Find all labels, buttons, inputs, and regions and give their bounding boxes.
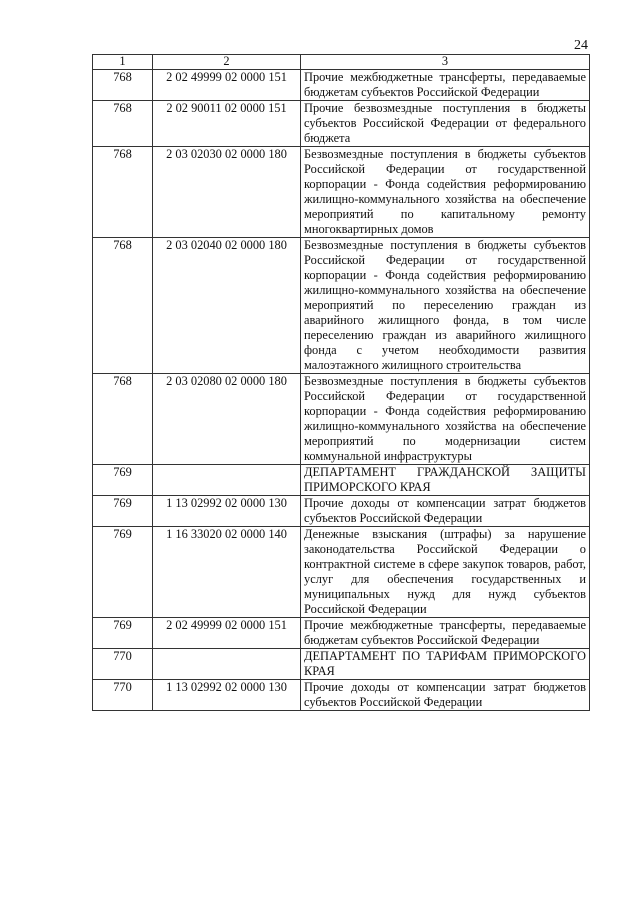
admin-code-cell: 769: [93, 618, 153, 649]
admin-code-cell: 768: [93, 101, 153, 147]
admin-code-cell: 768: [93, 374, 153, 465]
revenue-code-cell: 2 02 49999 02 0000 151: [153, 70, 301, 101]
table-row: [93, 618, 590, 649]
table-row: [93, 147, 590, 238]
description-cell: ДЕПАРТАМЕНТ ПО ТАРИФАМ ПРИМОРСКОГО КРАЯ: [301, 649, 590, 680]
admin-code-cell: 769: [93, 527, 153, 618]
revenue-code-cell: 2 02 90011 02 0000 151: [153, 101, 301, 147]
table-row: [93, 496, 590, 527]
description-cell: Денежные взыскания (штрафы) за нарушение законодательства Российской Федерации о контрактной системе в сфере закупок товаров, работ, услуг для обеспечения государственных и муниципальных нужд для нужд субъектов Российской Федерации: [301, 527, 590, 618]
admin-code-cell: 768: [93, 147, 153, 238]
table-row: [93, 680, 590, 711]
admin-code-cell: 768: [93, 238, 153, 374]
admin-code-cell: 770: [93, 649, 153, 680]
table-header-row: [93, 55, 590, 70]
revenue-code-cell: [153, 649, 301, 680]
admin-code-cell: 769: [93, 465, 153, 496]
table-row: [93, 649, 590, 680]
column-header-3: 3: [301, 55, 590, 70]
revenue-code-cell: 1 13 02992 02 0000 130: [153, 680, 301, 711]
revenue-code-cell: 2 03 02080 02 0000 180: [153, 374, 301, 465]
description-cell: ДЕПАРТАМЕНТ ГРАЖДАНСКОЙ ЗАЩИТЫ ПРИМОРСКОГО КРАЯ: [301, 465, 590, 496]
table-row: [93, 374, 590, 465]
revenue-code-cell: 2 03 02030 02 0000 180: [153, 147, 301, 238]
description-cell: Прочие безвозмездные поступления в бюджеты субъектов Российской Федерации от федерального бюджета: [301, 101, 590, 147]
revenue-code-cell: [153, 465, 301, 496]
page-number: 24: [574, 38, 588, 53]
table-row: [93, 238, 590, 374]
revenue-code-cell: 2 02 49999 02 0000 151: [153, 618, 301, 649]
description-cell: Прочие межбюджетные трансферты, передаваемые бюджетам субъектов Российской Федерации: [301, 618, 590, 649]
revenue-code-cell: 1 13 02992 02 0000 130: [153, 496, 301, 527]
admin-code-cell: 770: [93, 680, 153, 711]
description-cell: Безвозмездные поступления в бюджеты субъектов Российской Федерации от государственной корпорации - Фонда содействия реформированию жилищно-коммунального хозяйства на обеспечение мероприятий по модернизации систем коммунальной инфраструктуры: [301, 374, 590, 465]
admin-code-cell: 768: [93, 70, 153, 101]
table-row: [93, 70, 590, 101]
description-cell: Безвозмездные поступления в бюджеты субъектов Российской Федерации от государственной корпорации - Фонда содействия реформированию жилищно-коммунального хозяйства на обеспечение мероприятий по капитальному ремонту многоквартирных домов: [301, 147, 590, 238]
column-header-1: 1: [93, 55, 153, 70]
description-cell: Безвозмездные поступления в бюджеты субъектов Российской Федерации от государственной корпорации - Фонда содействия реформированию жилищно-коммунального хозяйства на обеспечение мероприятий по переселению граждан из аварийного жилищного фонда, в том числе переселению граждан из аварийного жилищного фонда с учетом необходимости развития малоэтажного жилищного строительства: [301, 238, 590, 374]
table-row: [93, 527, 590, 618]
description-cell: Прочие доходы от компенсации затрат бюджетов субъектов Российской Федерации: [301, 496, 590, 527]
description-cell: Прочие межбюджетные трансферты, передаваемые бюджетам субъектов Российской Федерации: [301, 70, 590, 101]
budget-codes-table: [92, 54, 590, 711]
description-cell: Прочие доходы от компенсации затрат бюджетов субъектов Российской Федерации: [301, 680, 590, 711]
table-row: [93, 101, 590, 147]
column-header-2: 2: [153, 55, 301, 70]
revenue-code-cell: 2 03 02040 02 0000 180: [153, 238, 301, 374]
table-row: [93, 465, 590, 496]
revenue-code-cell: 1 16 33020 02 0000 140: [153, 527, 301, 618]
admin-code-cell: 769: [93, 496, 153, 527]
